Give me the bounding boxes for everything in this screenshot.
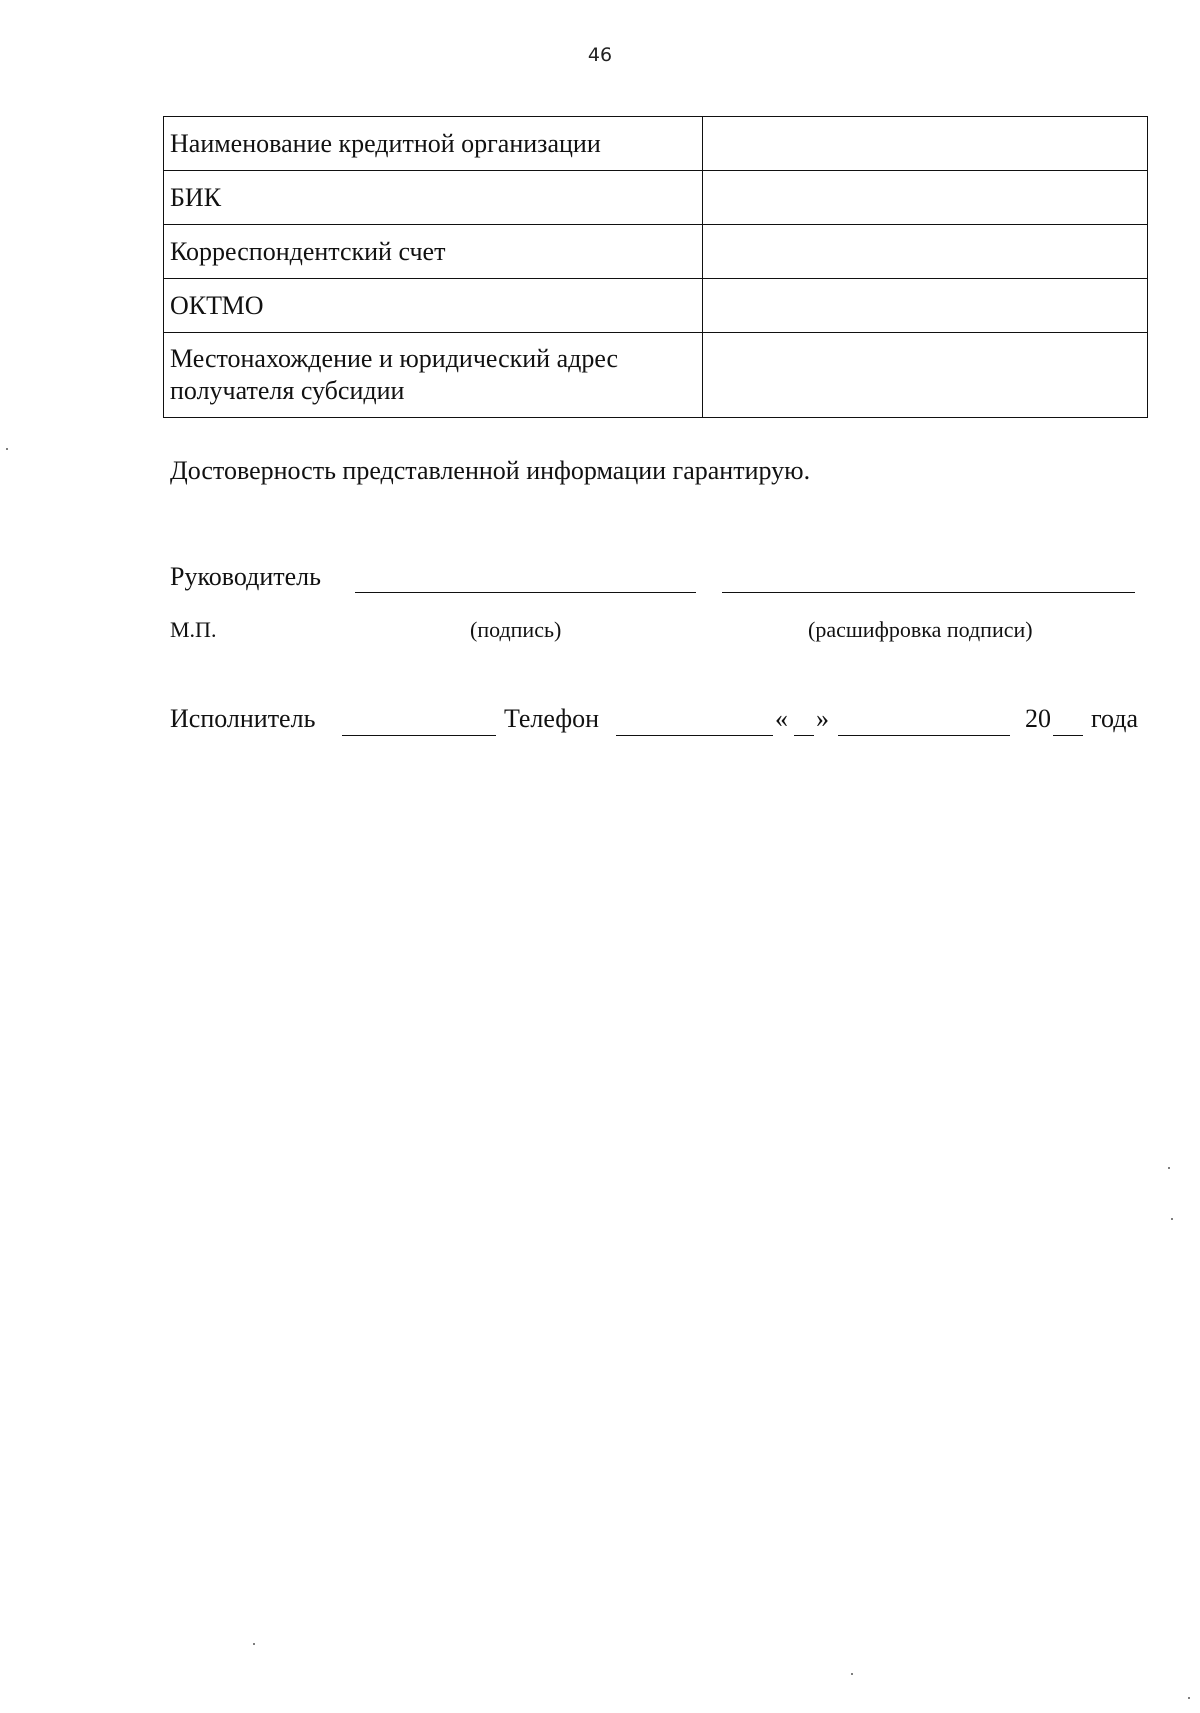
page-number: 46 bbox=[587, 44, 613, 66]
scan-speck bbox=[1171, 1218, 1173, 1220]
scan-speck bbox=[1168, 1167, 1170, 1169]
stamp-label: М.П. bbox=[170, 617, 217, 642]
year-suffix: года bbox=[1091, 704, 1139, 733]
table-value-cell bbox=[703, 171, 1148, 225]
executor-line[interactable] bbox=[342, 735, 496, 736]
phone-line[interactable] bbox=[616, 735, 773, 736]
table-row bbox=[164, 333, 1148, 418]
executor-row bbox=[170, 704, 1160, 744]
table-row bbox=[164, 117, 1148, 171]
signature-caption: (подпись) bbox=[470, 617, 562, 642]
table-value-cell bbox=[703, 333, 1148, 418]
signature-row bbox=[170, 562, 1150, 602]
quote-close: » bbox=[816, 704, 829, 733]
table-row bbox=[164, 171, 1148, 225]
year-line[interactable] bbox=[1053, 735, 1083, 736]
day-line[interactable] bbox=[794, 735, 814, 736]
scan-speck bbox=[1188, 1697, 1190, 1699]
table-value-cell bbox=[703, 117, 1148, 171]
scan-speck bbox=[851, 1673, 853, 1675]
bank-details-table bbox=[163, 116, 1148, 418]
table-label-cell: Местонахождение и юридический адрес получателя субсидии bbox=[164, 333, 703, 418]
head-label: Руководитель bbox=[170, 562, 321, 591]
executor-label: Исполнитель bbox=[170, 704, 316, 733]
scan-speck bbox=[6, 448, 8, 450]
table-row bbox=[164, 279, 1148, 333]
table-value-cell bbox=[703, 225, 1148, 279]
decryption-caption: (расшифровка подписи) bbox=[808, 617, 1033, 642]
table-label-cell: ОКТМО bbox=[164, 279, 703, 333]
table-row bbox=[164, 225, 1148, 279]
month-line[interactable] bbox=[838, 735, 1010, 736]
signature-decryption-line[interactable] bbox=[722, 592, 1135, 593]
table-value-cell bbox=[703, 279, 1148, 333]
signature-line[interactable] bbox=[355, 592, 696, 593]
certification-text: Достоверность представленной информации гарантирую. bbox=[170, 456, 811, 485]
table-label-cell: БИК bbox=[164, 171, 703, 225]
year-prefix: 20 bbox=[1025, 704, 1051, 733]
scan-speck bbox=[253, 1643, 255, 1645]
table-label-cell: Наименование кредитной организации bbox=[164, 117, 703, 171]
quote-open: « bbox=[775, 704, 788, 733]
phone-label: Телефон bbox=[504, 704, 600, 733]
signature-captions bbox=[170, 617, 1150, 647]
table-label-cell: Корреспондентский счет bbox=[164, 225, 703, 279]
